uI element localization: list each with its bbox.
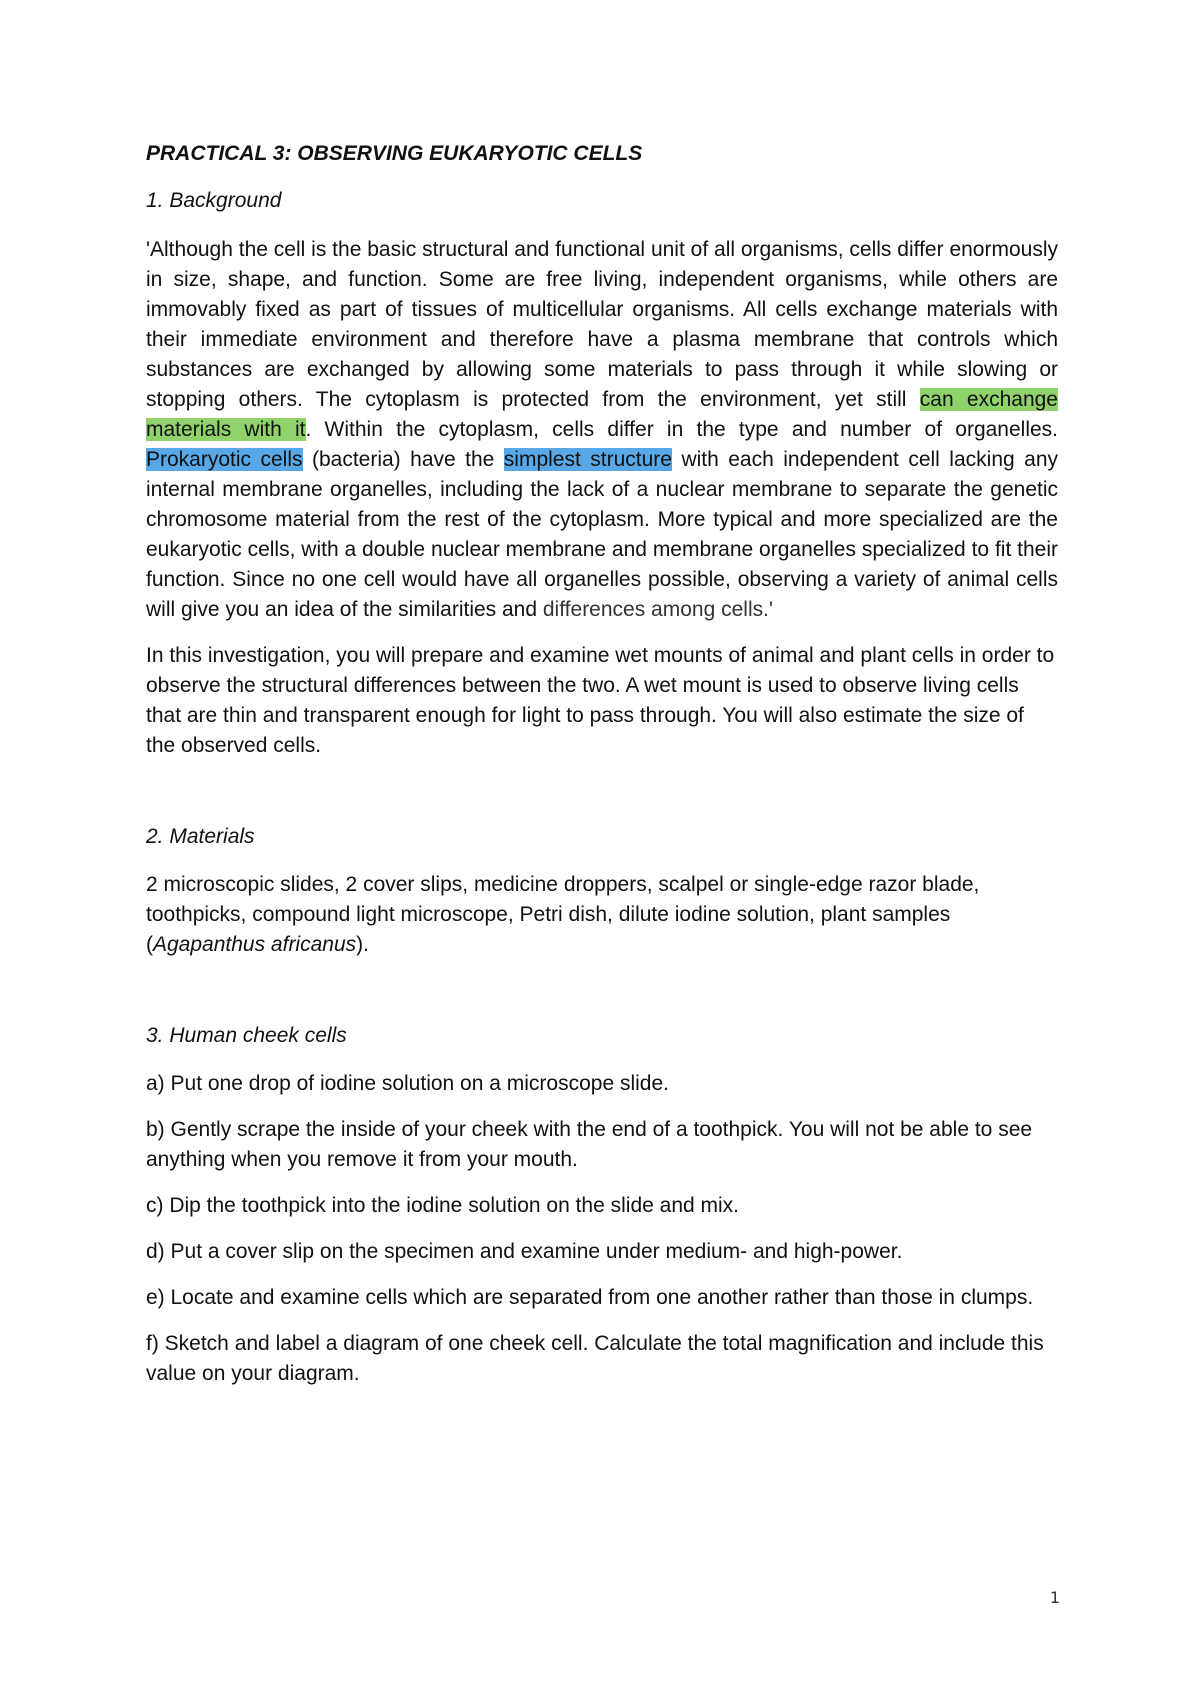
quote-text-4: with each independent cell lacking any internal membrane organelles, including the lack of a nuclear membrane to separate the genetic chromosome material from the rest of the cytoplasm. More typical and more specialized are the eukaryotic cells, with a double nuclear membrane and membrane organelles specialized to fit their function. Since no one cell would have all organelles possible, observing a variety of animal cells will give you an idea of the similarities and — [146, 447, 1058, 621]
materials-text: 2 microscopic slides, 2 cover slips, medicine droppers, scalpel or single-edge razor blade, toothpicks, compound light microscope, Petri dish, dilute iodine solution, plant samples ( — [146, 872, 980, 956]
step-c: c) Dip the toothpick into the iodine solution on the slide and mix. — [146, 1194, 740, 1218]
highlight-blue-simplest: simplest structure — [503, 447, 672, 471]
materials-heading: 2. Materials — [146, 824, 255, 848]
section-spacer — [146, 777, 1058, 823]
highlight-green: can exchange materials with it — [146, 387, 1058, 441]
step-a: a) Put one drop of iodine solution on a microscope slide. — [146, 1072, 669, 1096]
investigation-paragraph: In this investigation, you will prepare and examine wet mounts of animal and plant cells in order to observe the structural differences between the two. A wet mount is used to observe living cells that are thin and transparent enough for light to pass through. You will also estimate the size of the observed cells. — [146, 643, 1055, 757]
step-b: b) Gently scrape the inside of your cheek with the end of a toothpick. You will not be able to see anything when you remove it from your mouth. — [146, 1118, 1033, 1172]
background-quote — [146, 235, 1058, 625]
background-heading: 1. Background — [146, 189, 282, 213]
step-e: e) Locate and examine cells which are separated from one another rather than those in clumps. — [146, 1286, 1034, 1310]
quote-text-3: (bacteria) have the — [302, 447, 504, 471]
document-page — [146, 140, 1058, 1405]
materials-paragraph — [146, 870, 1058, 960]
page-title: PRACTICAL 3: OBSERVING EUKARYOTIC CELLS — [146, 142, 643, 165]
quote-text-1: 'Although the cell is the basic structural and functional unit of all organisms, cells differ enormously in size, shape, and function. Some are free living, independent organisms, while others are immovably fixed as part of tissues of multicellular organisms. All cells exchange materials with their immediate environment and therefore have a plasma membrane that controls which substances are exchanged by allowing some materials to pass through it while slowing or stopping others. The cytoplasm is protected from the environment, yet still — [146, 237, 1058, 411]
quote-text-2: . Within the cytoplasm, cells differ in the type and number of organelles. — [305, 417, 1059, 441]
cheek-cells-heading: 3. Human cheek cells — [146, 1023, 347, 1047]
step-d: d) Put a cover slip on the specimen and examine under medium- and high-power. — [146, 1240, 903, 1264]
quote-tail: differences among cells.' — [542, 597, 773, 621]
step-f: f) Sketch and label a diagram of one cheek cell. Calculate the total magnification and include this value on your diagram. — [146, 1332, 1044, 1386]
species-name: Agapanthus africanus — [153, 932, 357, 956]
materials-text-end: ). — [356, 932, 369, 956]
highlight-blue-prokaryotic: Prokaryotic cells — [146, 447, 303, 471]
section-spacer — [146, 976, 1058, 1022]
page-number: 1 — [1049, 1588, 1060, 1607]
